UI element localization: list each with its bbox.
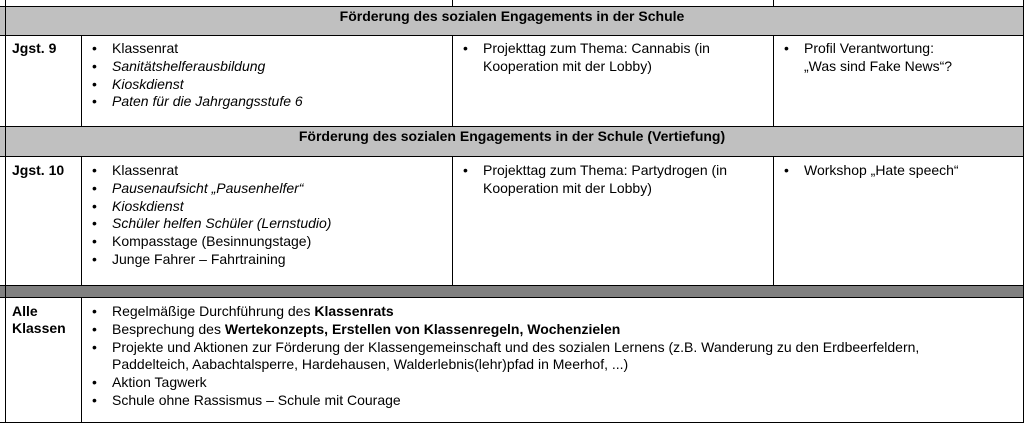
table-rule [81,156,82,285]
list-item [86,303,1018,321]
list-item: • Projekttag zum Thema: Partydrogen (in Kooperation mit der Lobby) [457,162,747,198]
table-rule [81,297,82,422]
table-rule [1023,0,1024,423]
workshop-list [778,162,1018,180]
table-rule [773,0,774,6]
list-item [86,339,1018,375]
item-text: Regelmäßige Durchführung des [112,303,315,319]
all-classes-list [86,303,1018,410]
table-rule [81,35,82,126]
list-item: • Paten für die Jahrgangsstufe 6 [86,93,446,111]
list-item: • Schule ohne Rassismus – Schule mit Courage [86,392,1018,410]
table-rule [0,285,1024,286]
list-item: • Workshop „Hate speech“ [778,162,1018,180]
table-rule [5,0,6,423]
list-item: • Profil Verantwortung: „Was sind Fake News“? [778,40,1018,76]
project-list [457,40,757,76]
project-list [457,162,747,198]
grade-label: Jgst. 9 [12,40,57,56]
item-text-bold: Klassenrats [314,303,394,319]
table-rule [452,0,453,6]
table-rule [0,422,1024,423]
section-header-title: Förderung des sozialen Engagements in der Schule (Vertiefung) [298,128,726,144]
item-text: Paddelteich, Aabachtalsperre, Hardehausen, Walderlebnis(lehr)pfad in Meerhof, ...) [112,356,629,373]
list-item: • Aktion Tagwerk [86,374,1018,392]
list-item: • Kioskdienst [86,198,446,216]
list-item: • Kompasstage (Besinnungstage) [86,233,446,251]
grade-label [12,303,66,337]
table-rule [773,156,774,285]
activity-list [86,162,446,269]
table-rule [0,35,1024,36]
item-text-bold: Wertekonzepts, Erstellen von Klassenregeln, Wochenzielen [224,320,621,337]
list-item: • Schüler helfen Schüler (Lernstudio) [86,215,446,233]
list-item: • Klassenrat [86,40,446,58]
list-item: • Kioskdienst [86,76,446,94]
item-text: Besprechung des [112,320,225,337]
grade-label-line: Alle [12,303,38,319]
profile-list [778,40,1018,76]
list-item: • Pausenaufsicht „Pausenhelfer“ [86,180,446,198]
table-rule [0,126,1024,127]
item-text: • Projekte und Aktionen zur Förderung der Klassengemeinschaft und des sozialen Lernens (z.B. Wanderung zu den Erdbeerfeldern, [112,338,920,355]
empty-grey-band [0,285,1024,297]
section-header-title: Förderung des sozialen Engagements in der Schule [339,8,685,24]
list-item: • Klassenrat [86,162,446,180]
table-rule [0,6,1024,7]
list-item: • Projekttag zum Thema: Cannabis (in Kooperation mit der Lobby) [457,40,757,76]
list-item: • Sanitätshelferausbildung [86,58,446,76]
list-item [86,321,1018,339]
grade-label: Jgst. 10 [12,162,65,178]
table-rule [0,297,1024,298]
grade-label-line: Klassen [12,320,66,336]
table-rule [452,35,453,126]
table-rule [0,156,1024,157]
table-rule [773,35,774,126]
activity-list [86,40,446,111]
table-rule [452,156,453,285]
list-item: • Junge Fahrer – Fahrtraining [86,251,446,269]
